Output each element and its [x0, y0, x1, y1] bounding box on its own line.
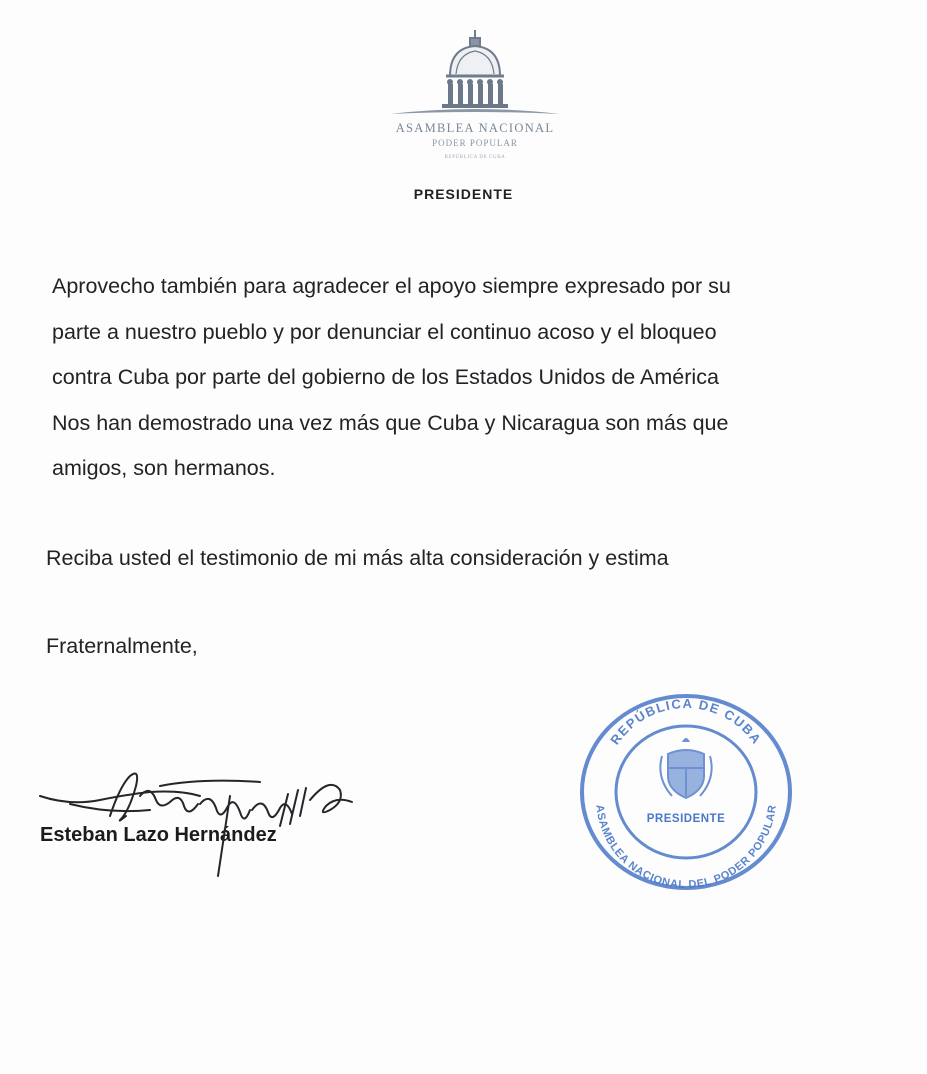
body-line: amigos, son hermanos. [52, 456, 276, 480]
letter-body [52, 264, 912, 492]
letterhead-org-line3: REPÚBLICA DE CUBA [444, 155, 506, 160]
letterhead-org-line1: ASAMBLEA NACIONAL [395, 121, 555, 135]
letterhead [370, 28, 580, 168]
seal-top-text: REPÚBLICA DE CUBA [607, 695, 765, 748]
body-line: parte a nuestro pueblo y por denunciar el continuo acoso y el bloqueo [52, 319, 717, 344]
body-line: Nos han demostrado una vez más que Cuba y Nicaragua son más que [52, 410, 729, 435]
body-line: contra Cuba por parte del gobierno de los Estados Unidos de América [52, 365, 719, 389]
signer-name: Esteban Lazo Hernández [40, 824, 277, 846]
seal-bottom-text: ASAMBLEA NACIONAL DEL PODER POPULAR [593, 804, 779, 892]
capitol-dome-icon [370, 28, 580, 168]
official-seal [572, 682, 802, 892]
office-heading: PRESIDENTE [413, 186, 514, 202]
closing-sentence: Reciba usted el testimonio de mi más alta consideración y estima [46, 546, 669, 570]
letterhead-org-line2: PODER POPULAR [432, 138, 518, 148]
seal-center-text: PRESIDENTE [646, 813, 726, 825]
handwritten-signature [30, 756, 370, 896]
body-line: Aprovecho también para agradecer el apoyo siempre expresado por su [52, 274, 731, 298]
salutation: Fraternalmente, [46, 634, 198, 658]
coat-of-arms-icon [660, 738, 711, 798]
